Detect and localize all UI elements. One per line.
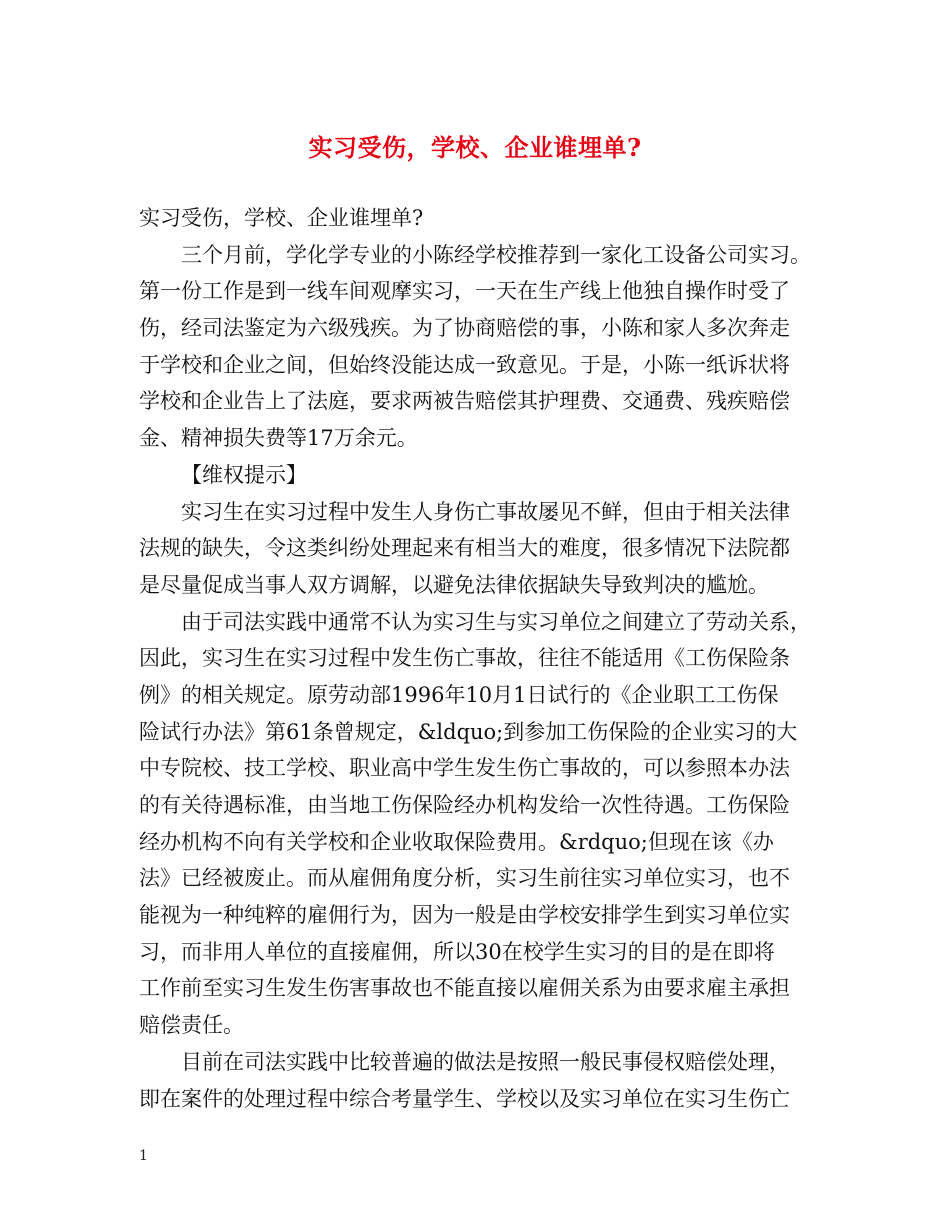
text-line: 例》的相关规定。原劳动部1996年10月1日试行的《企业职工工伤保: [139, 682, 779, 707]
text-line: 工作前至实习生发生伤害事故也不能直接以雇佣关系为由要求雇主承担: [139, 976, 790, 1001]
document-body: [139, 200, 829, 1117]
text-line: 由于司法实践中通常不认为实习生与实习单位之间建立了劳动关系，: [181, 609, 811, 634]
text-line: 险试行办法》第61条曾规定，&ldquo;到参加工伤保险的企业实习的大: [139, 719, 798, 744]
text-line: 赔偿责任。: [139, 1013, 244, 1038]
text-line: 经办机构不向有关学校和企业收取保险费用。&rdquo;但现在该《办: [139, 829, 774, 854]
text-line: 目前在司法实践中比较普遍的做法是按照一般民事侵权赔偿处理，: [181, 1049, 790, 1074]
text-line: 【维权提示】: [181, 462, 307, 487]
text-line: 的有关待遇标准，由当地工伤保险经办机构发给一次性待遇。工伤保险: [139, 793, 790, 817]
text-line: 三个月前，学化学专业的小陈经学校推荐到一家化工设备公司实习。: [181, 242, 811, 267]
text-line: 习，而非用人单位的直接雇佣，所以30在校学生实习的目的是在即将: [139, 939, 775, 964]
text-line: 实习生在实习过程中发生人身伤亡事故屡见不鲜，但由于相关法律: [181, 499, 790, 524]
text-line: 伤，经司法鉴定为六级残疾。为了协商赔偿的事，小陈和家人多次奔走: [139, 316, 790, 341]
text-line: 中专院校、技工学校、职业高中学生发生伤亡事故的，可以参照本办法: [139, 756, 790, 781]
page-number: 1: [139, 1148, 148, 1164]
text-line: 即在案件的处理过程中综合考量学生、学校以及实习单位在实习生伤亡: [139, 1086, 790, 1111]
text-line: 金、精神损失费等17万余元。: [139, 426, 418, 451]
text-line: 法规的缺失，令这类纠纷处理起来有相当大的难度，很多情况下法院都: [139, 536, 790, 561]
text-line: 因此，实习生在实习过程中发生伤亡事故，往往不能适用《工伤保险条: [139, 646, 790, 671]
text-line: 能视为一种纯粹的雇佣行为，因为一般是由学校安排学生到实习单位实: [139, 903, 790, 928]
text-line: 学校和企业告上了法庭，要求两被告赔偿其护理费、交通费、残疾赔偿: [139, 389, 790, 414]
text-line: 第一份工作是到一线车间观摩实习，一天在生产线上他独自操作时受了: [139, 279, 790, 304]
document-title: 实习受伤，学校、企业谁埋单?: [308, 133, 642, 162]
text-line: 实习受伤，学校、企业谁埋单?: [139, 206, 424, 230]
text-line: 是尽量促成当事人双方调解，以避免法律依据缺失导致判决的尴尬。: [139, 572, 769, 597]
text-line: 于学校和企业之间，但始终没能达成一致意见。于是，小陈一纸诉状将: [139, 352, 790, 377]
text-line: 法》已经被废止。而从雇佣角度分析，实习生前往实习单位实习，也不: [139, 866, 790, 891]
